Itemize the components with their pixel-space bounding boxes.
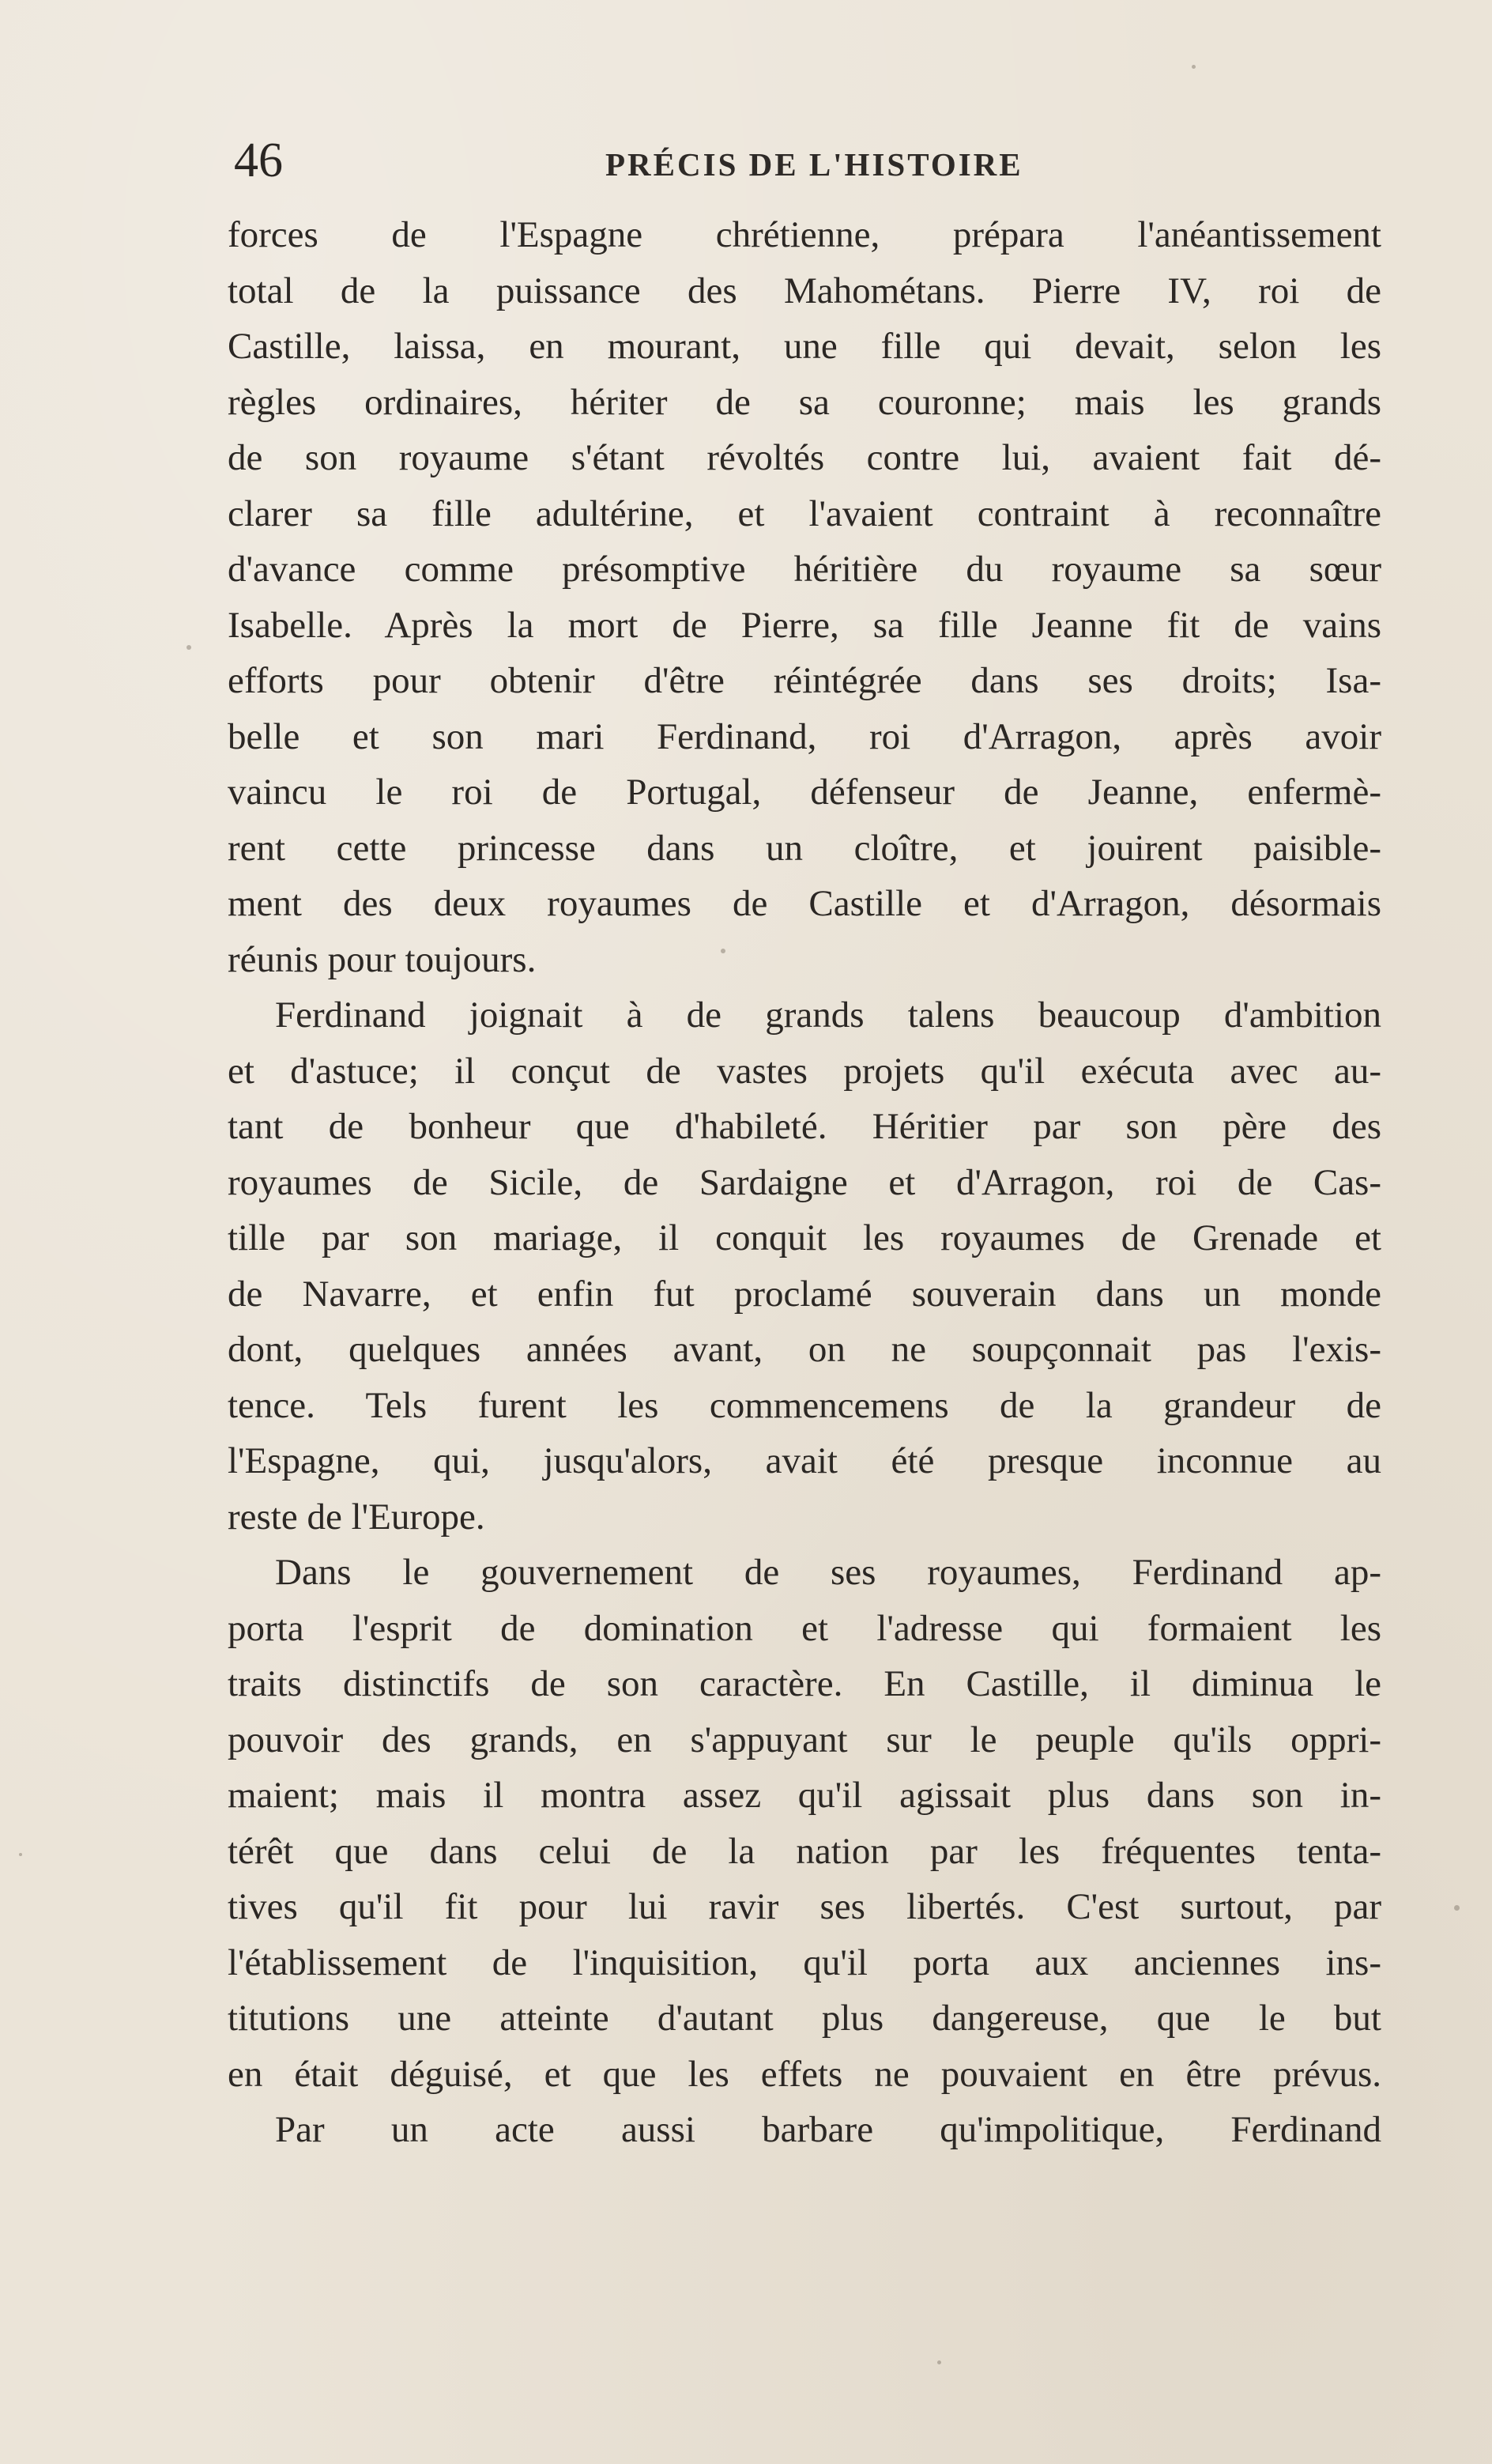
paragraph-start-line: Par un acte aussi barbare qu'impolitique, Ferdinand bbox=[275, 2109, 1381, 2150]
paragraph-start-line: Dans le gouvernement de ses royaumes, Ferdinand ap- bbox=[275, 1552, 1381, 1593]
text-line: et d'astuce; il conçut de vastes projets qu'il exécuta avec au- bbox=[228, 1050, 1381, 1092]
text-line: titutions une atteinte d'autant plus dangereuse, que le but bbox=[228, 1998, 1381, 2039]
paper-speck bbox=[721, 949, 725, 953]
text-line: Castille, laissa, en mourant, une fille qui devait, selon les bbox=[228, 326, 1381, 367]
text-line: rent cette princesse dans un cloître, et jouirent paisible- bbox=[228, 827, 1381, 869]
text-line: efforts pour obtenir d'être réintégrée dans ses droits; Isa- bbox=[228, 660, 1381, 701]
text-line: pouvoir des grands, en s'appuyant sur le peuple qu'ils oppri- bbox=[228, 1719, 1381, 1760]
paper-speck bbox=[1454, 1905, 1460, 1911]
paper-speck bbox=[19, 1853, 22, 1856]
text-line: total de la puissance des Mahométans. Pierre IV, roi de bbox=[228, 270, 1381, 311]
paper-speck bbox=[1192, 65, 1196, 69]
text-line: clarer sa fille adultérine, et l'avaient contraint à reconnaître bbox=[228, 492, 1381, 534]
text-line: porta l'esprit de domination et l'adresse qui formaient les bbox=[228, 1607, 1381, 1649]
text-line: térêt que dans celui de la nation par les fréquentes tenta- bbox=[228, 1830, 1381, 1872]
text-line: de Navarre, et enfin fut proclamé souverain dans un monde bbox=[228, 1273, 1381, 1315]
text-line: royaumes de Sicile, de Sardaigne et d'Arragon, roi de Cas- bbox=[228, 1161, 1381, 1203]
text-line: vaincu le roi de Portugal, défenseur de Jeanne, enfermè- bbox=[228, 772, 1381, 813]
text-line: en était déguisé, et que les effets ne pouvaient en être prévus. bbox=[228, 2053, 1381, 2095]
text-line: dont, quelques années avant, on ne soupçonnait pas l'exis- bbox=[228, 1329, 1381, 1370]
paragraph-end-line: reste de l'Europe. bbox=[228, 1496, 485, 1538]
text-line: belle et son mari Ferdinand, roi d'Arragon, après avoir bbox=[228, 715, 1381, 757]
text-line: l'établissement de l'inquisition, qu'il porta aux anciennes ins- bbox=[228, 1941, 1381, 1983]
body-text bbox=[228, 207, 1381, 2158]
text-line: tant de bonheur que d'habileté. Héritier par son père des bbox=[228, 1106, 1381, 1147]
paragraph-end-line: réunis pour toujours. bbox=[228, 938, 537, 980]
text-line: forces de l'Espagne chrétienne, prépara l'anéantissement bbox=[228, 214, 1381, 255]
paragraph-start-line: Ferdinand joignait à de grands talens beaucoup d'ambition bbox=[275, 994, 1381, 1036]
page-header bbox=[234, 133, 1388, 188]
page-number: 46 bbox=[234, 134, 283, 187]
text-line: Isabelle. Après la mort de Pierre, sa fille Jeanne fit de vains bbox=[228, 604, 1381, 646]
text-line: l'Espagne, qui, jusqu'alors, avait été presque inconnue au bbox=[228, 1440, 1381, 1481]
text-line: ment des deux royaumes de Castille et d'Arragon, désormais bbox=[228, 883, 1381, 924]
text-line: règles ordinaires, hériter de sa couronne; mais les grands bbox=[228, 381, 1381, 423]
text-line: traits distinctifs de son caractère. En Castille, il diminua le bbox=[228, 1663, 1381, 1704]
running-head: PRÉCIS DE L'HISTOIRE bbox=[605, 146, 1023, 183]
text-line: maient; mais il montra assez qu'il agissait plus dans son in- bbox=[228, 1775, 1381, 1816]
text-line: de son royaume s'étant révoltés contre lui, avaient fait dé- bbox=[228, 437, 1381, 478]
text-line: tille par son mariage, il conquit les royaumes de Grenade et bbox=[228, 1217, 1381, 1258]
paper-speck bbox=[186, 645, 191, 650]
text-line: tives qu'il fit pour lui ravir ses libertés. C'est surtout, par bbox=[228, 1886, 1381, 1927]
text-line: tence. Tels furent les commencemens de la grandeur de bbox=[228, 1384, 1381, 1426]
text-line: d'avance comme présomptive héritière du royaume sa sœur bbox=[228, 549, 1381, 590]
paper-speck bbox=[937, 2360, 941, 2364]
